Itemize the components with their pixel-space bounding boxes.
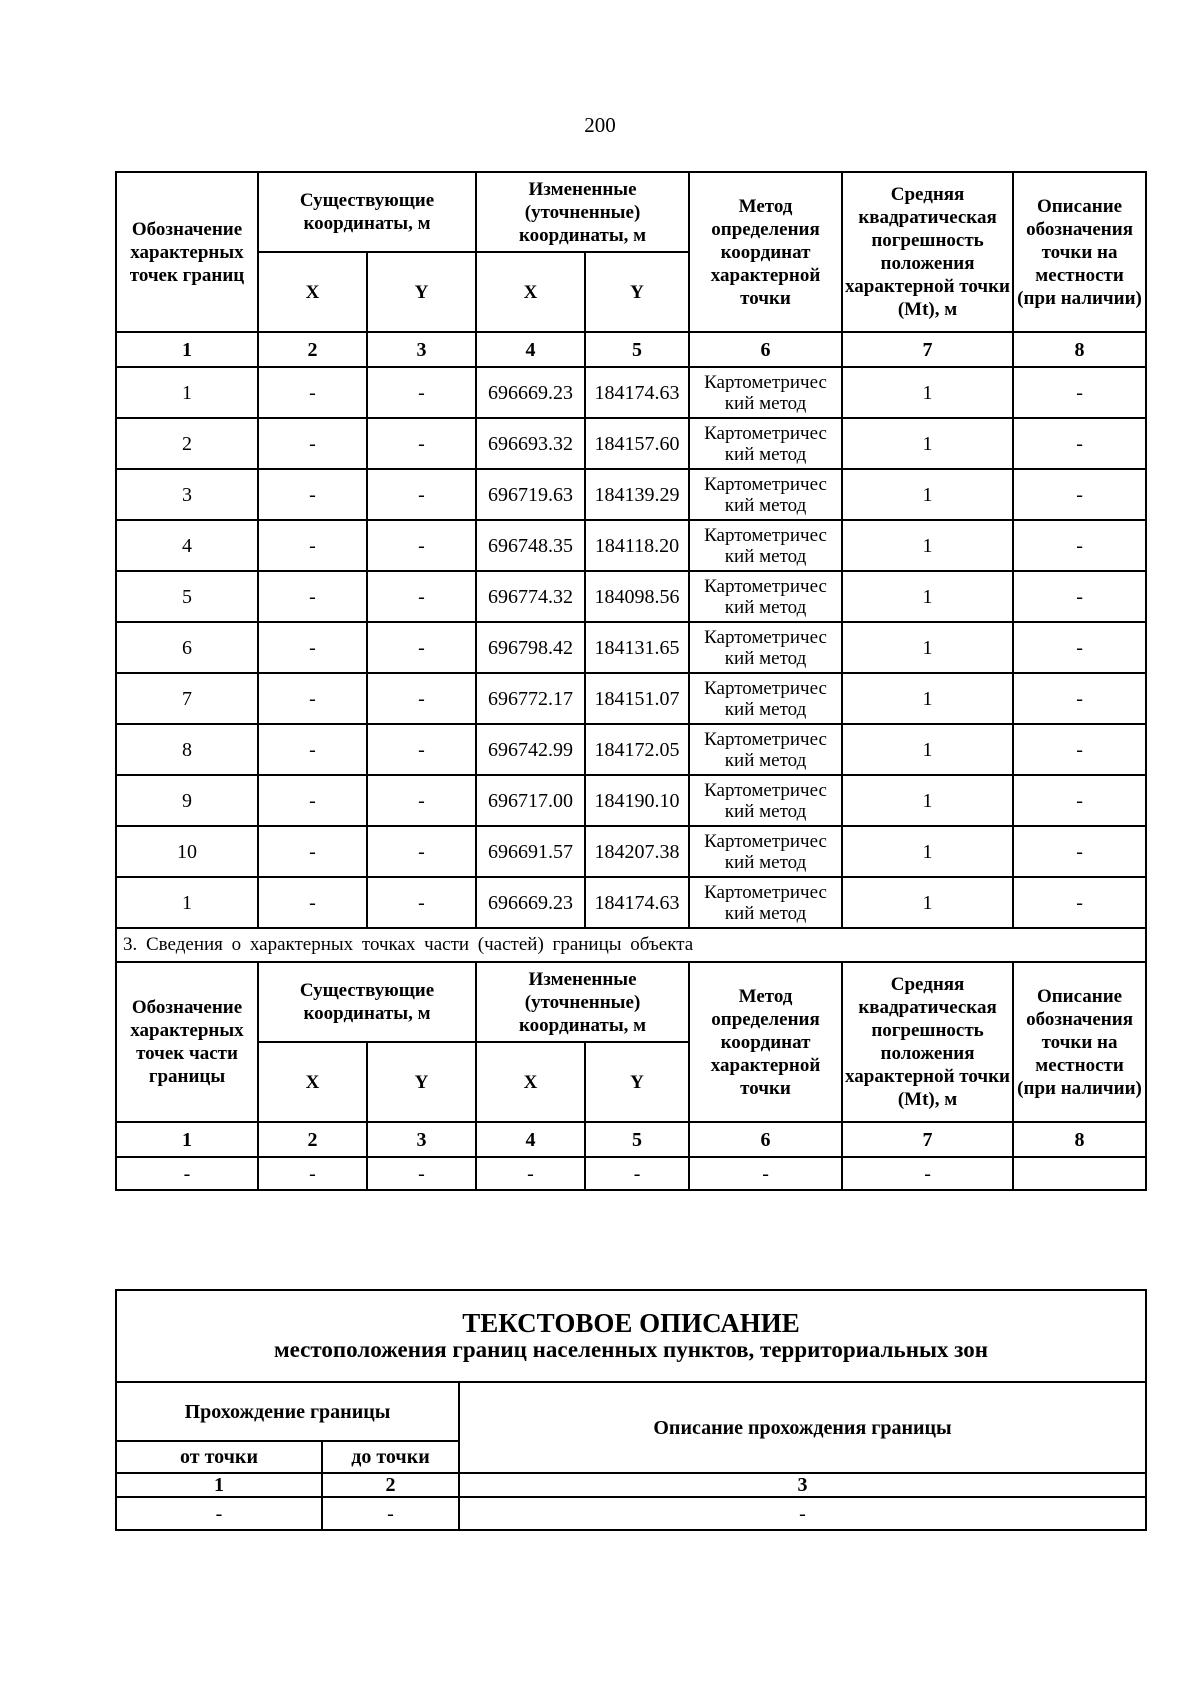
table-cell: Картометричес кий метод: [689, 826, 842, 877]
table-cell: 696691.57: [476, 826, 585, 877]
column-number: 8: [1013, 1122, 1146, 1157]
table-cell: 3: [116, 469, 258, 520]
table-cell: -: [258, 469, 367, 520]
section3-header-existing-coords: Существующие координаты, м: [258, 962, 476, 1042]
header-method: Метод определения координат характерной точки: [689, 172, 842, 332]
table-cell: Картометричес кий метод: [689, 469, 842, 520]
column-number: 5: [585, 1122, 689, 1157]
table-cell: 1: [842, 469, 1013, 520]
column-number: 3: [367, 332, 476, 367]
table-cell: Картометричес кий метод: [689, 877, 842, 928]
table-cell: 1: [842, 775, 1013, 826]
table-cell: [1013, 1157, 1146, 1190]
table-cell: -: [367, 673, 476, 724]
table-row: [116, 520, 1146, 571]
table-cell: -: [258, 571, 367, 622]
table-cell: Картометричес кий метод: [689, 520, 842, 571]
section3-header-changed-coords: Измененные (уточненные) координаты, м: [476, 962, 689, 1042]
table-cell: 184139.29: [585, 469, 689, 520]
table-cell: -: [1013, 469, 1146, 520]
table-cell: Картометричес кий метод: [689, 418, 842, 469]
table-cell: -: [367, 775, 476, 826]
table-cell: 184118.20: [585, 520, 689, 571]
table-cell: 696798.42: [476, 622, 585, 673]
table-cell: -: [258, 673, 367, 724]
table-cell: 696717.00: [476, 775, 585, 826]
header-designation: Обозначение характерных точек границ: [116, 172, 258, 332]
table-cell: 1: [842, 877, 1013, 928]
table-cell: Картометричес кий метод: [689, 622, 842, 673]
column-number: 1: [116, 332, 258, 367]
table-row: [116, 673, 1146, 724]
column-number: 7: [842, 332, 1013, 367]
column-number: 4: [476, 332, 585, 367]
table-cell: 1: [116, 877, 258, 928]
table-cell: 184207.38: [585, 826, 689, 877]
column-number: 1: [116, 1473, 322, 1497]
table-cell: 184174.63: [585, 877, 689, 928]
table-cell: 1: [842, 571, 1013, 622]
section3-data-row: [116, 1157, 1146, 1190]
table-cell: 696742.99: [476, 724, 585, 775]
table-cell: -: [367, 367, 476, 418]
section3-header-error: Средняя квадратическая погрешность положения характерной точки (Mt), м: [842, 962, 1013, 1122]
header-changed-coords: Измененные (уточненные) координаты, м: [476, 172, 689, 252]
page-number: 200: [584, 113, 616, 137]
table-cell: -: [258, 418, 367, 469]
section-3-title: 3. Сведения о характерных точках части (частей) границы объекта: [116, 928, 1146, 962]
table-cell: -: [367, 469, 476, 520]
table-cell: 184131.65: [585, 622, 689, 673]
table-cell: 5: [116, 571, 258, 622]
table-cell: 184172.05: [585, 724, 689, 775]
section3-header-existing-y: Y: [367, 1042, 476, 1122]
table-cell: 1: [842, 520, 1013, 571]
table-cell: 696669.23: [476, 877, 585, 928]
table-cell: -: [258, 622, 367, 673]
table-cell: 10: [116, 826, 258, 877]
table-row: [116, 826, 1146, 877]
to-point-header: до точки: [322, 1441, 459, 1473]
table-cell: 1: [842, 622, 1013, 673]
table-row: [116, 622, 1146, 673]
header-changed-y: Y: [585, 252, 689, 332]
table-cell: 184098.56: [585, 571, 689, 622]
section3-header-changed-y: Y: [585, 1042, 689, 1122]
table-cell: -: [1013, 724, 1146, 775]
table-cell: 184190.10: [585, 775, 689, 826]
description-header: Описание прохождения границы: [459, 1382, 1146, 1473]
table-cell: 696669.23: [476, 367, 585, 418]
table-row: [116, 724, 1146, 775]
column-number: 6: [689, 1122, 842, 1157]
text-data-row: [116, 1497, 1146, 1530]
column-number: 5: [585, 332, 689, 367]
table-cell: -: [1013, 418, 1146, 469]
text-description-title: ТЕКСТОВОЕ ОПИСАНИЕ: [462, 1308, 800, 1338]
table-cell: -: [367, 877, 476, 928]
header-description: Описание обозначения точки на местности (при наличии): [1013, 172, 1146, 332]
table-cell: -: [367, 571, 476, 622]
table-cell: -: [842, 1157, 1013, 1190]
header-changed-x: X: [476, 252, 585, 332]
coordinates-table: [115, 171, 1147, 1191]
table-cell: Картометричес кий метод: [689, 673, 842, 724]
table-cell: 696693.32: [476, 418, 585, 469]
table-cell: 9: [116, 775, 258, 826]
table-cell: -: [1013, 775, 1146, 826]
table-cell: -: [367, 418, 476, 469]
table-cell: -: [367, 1157, 476, 1190]
table-cell: Картометричес кий метод: [689, 571, 842, 622]
table-cell: Картометричес кий метод: [689, 775, 842, 826]
section3-column-number-row: [116, 1122, 1146, 1157]
column-number: 8: [1013, 332, 1146, 367]
passage-header: Прохождение границы: [116, 1382, 459, 1441]
table-cell: -: [585, 1157, 689, 1190]
table-cell: -: [116, 1497, 322, 1530]
table-cell: Картометричес кий метод: [689, 724, 842, 775]
table-cell: 696772.17: [476, 673, 585, 724]
text-description-title-cell: [116, 1290, 1146, 1382]
table-row: [116, 367, 1146, 418]
table-cell: -: [258, 826, 367, 877]
column-number: 6: [689, 332, 842, 367]
table-cell: 1: [842, 826, 1013, 877]
table-cell: -: [258, 724, 367, 775]
header-error: Средняя квадратическая погрешность положения характерной точки (Mt), м: [842, 172, 1013, 332]
table-cell: -: [367, 520, 476, 571]
table-cell: -: [258, 367, 367, 418]
table-cell: 1: [842, 673, 1013, 724]
table-cell: -: [689, 1157, 842, 1190]
section3-header-designation: Обозначение характерных точек части границы: [116, 962, 258, 1122]
text-description-table: [115, 1289, 1147, 1531]
section3-header-changed-x: X: [476, 1042, 585, 1122]
column-number: 4: [476, 1122, 585, 1157]
table-row: [116, 775, 1146, 826]
table-cell: 4: [116, 520, 258, 571]
column-number: 3: [459, 1473, 1146, 1497]
table-cell: 696774.32: [476, 571, 585, 622]
header-existing-coords: Существующие координаты, м: [258, 172, 476, 252]
table-cell: -: [1013, 571, 1146, 622]
table-cell: 8: [116, 724, 258, 775]
table-cell: -: [1013, 826, 1146, 877]
table-cell: -: [1013, 622, 1146, 673]
table-cell: 696748.35: [476, 520, 585, 571]
table-cell: -: [367, 826, 476, 877]
table-cell: 1: [842, 418, 1013, 469]
column-number: 3: [367, 1122, 476, 1157]
table-row: [116, 469, 1146, 520]
table-cell: -: [1013, 877, 1146, 928]
column-number: 2: [258, 332, 367, 367]
table-cell: -: [1013, 367, 1146, 418]
table-cell: -: [476, 1157, 585, 1190]
table-cell: 7: [116, 673, 258, 724]
table-cell: 184151.07: [585, 673, 689, 724]
table-cell: -: [1013, 673, 1146, 724]
table-row: [116, 418, 1146, 469]
table-cell: -: [459, 1497, 1146, 1530]
text-description-subtitle: местоположения границ населенных пунктов, территориальных зон: [274, 1337, 989, 1362]
table-cell: 1: [116, 367, 258, 418]
table-cell: 1: [842, 724, 1013, 775]
header-existing-x: X: [258, 252, 367, 332]
table-cell: -: [258, 877, 367, 928]
table-cell: -: [258, 520, 367, 571]
section3-header-description: Описание обозначения точки на местности (при наличии): [1013, 962, 1146, 1122]
section3-header-existing-x: X: [258, 1042, 367, 1122]
table-cell: 184157.60: [585, 418, 689, 469]
table-cell: 6: [116, 622, 258, 673]
table-cell: -: [258, 1157, 367, 1190]
from-point-header: от точки: [116, 1441, 322, 1473]
table-cell: 696719.63: [476, 469, 585, 520]
table-cell: -: [367, 622, 476, 673]
table-cell: -: [322, 1497, 459, 1530]
column-number-row: [116, 332, 1146, 367]
table-cell: 1: [842, 367, 1013, 418]
column-number: 7: [842, 1122, 1013, 1157]
table-cell: -: [116, 1157, 258, 1190]
table-cell: -: [1013, 520, 1146, 571]
table-row: [116, 877, 1146, 928]
table-cell: -: [367, 724, 476, 775]
table-cell: Картометричес кий метод: [689, 367, 842, 418]
table-cell: 2: [116, 418, 258, 469]
table-row: [116, 571, 1146, 622]
table-cell: -: [258, 775, 367, 826]
column-number: 2: [258, 1122, 367, 1157]
table-cell: 184174.63: [585, 367, 689, 418]
section3-header-method: Метод определения координат характерной точки: [689, 962, 842, 1122]
text-column-number-row: [116, 1473, 1146, 1497]
column-number: 2: [322, 1473, 459, 1497]
header-existing-y: Y: [367, 252, 476, 332]
column-number: 1: [116, 1122, 258, 1157]
